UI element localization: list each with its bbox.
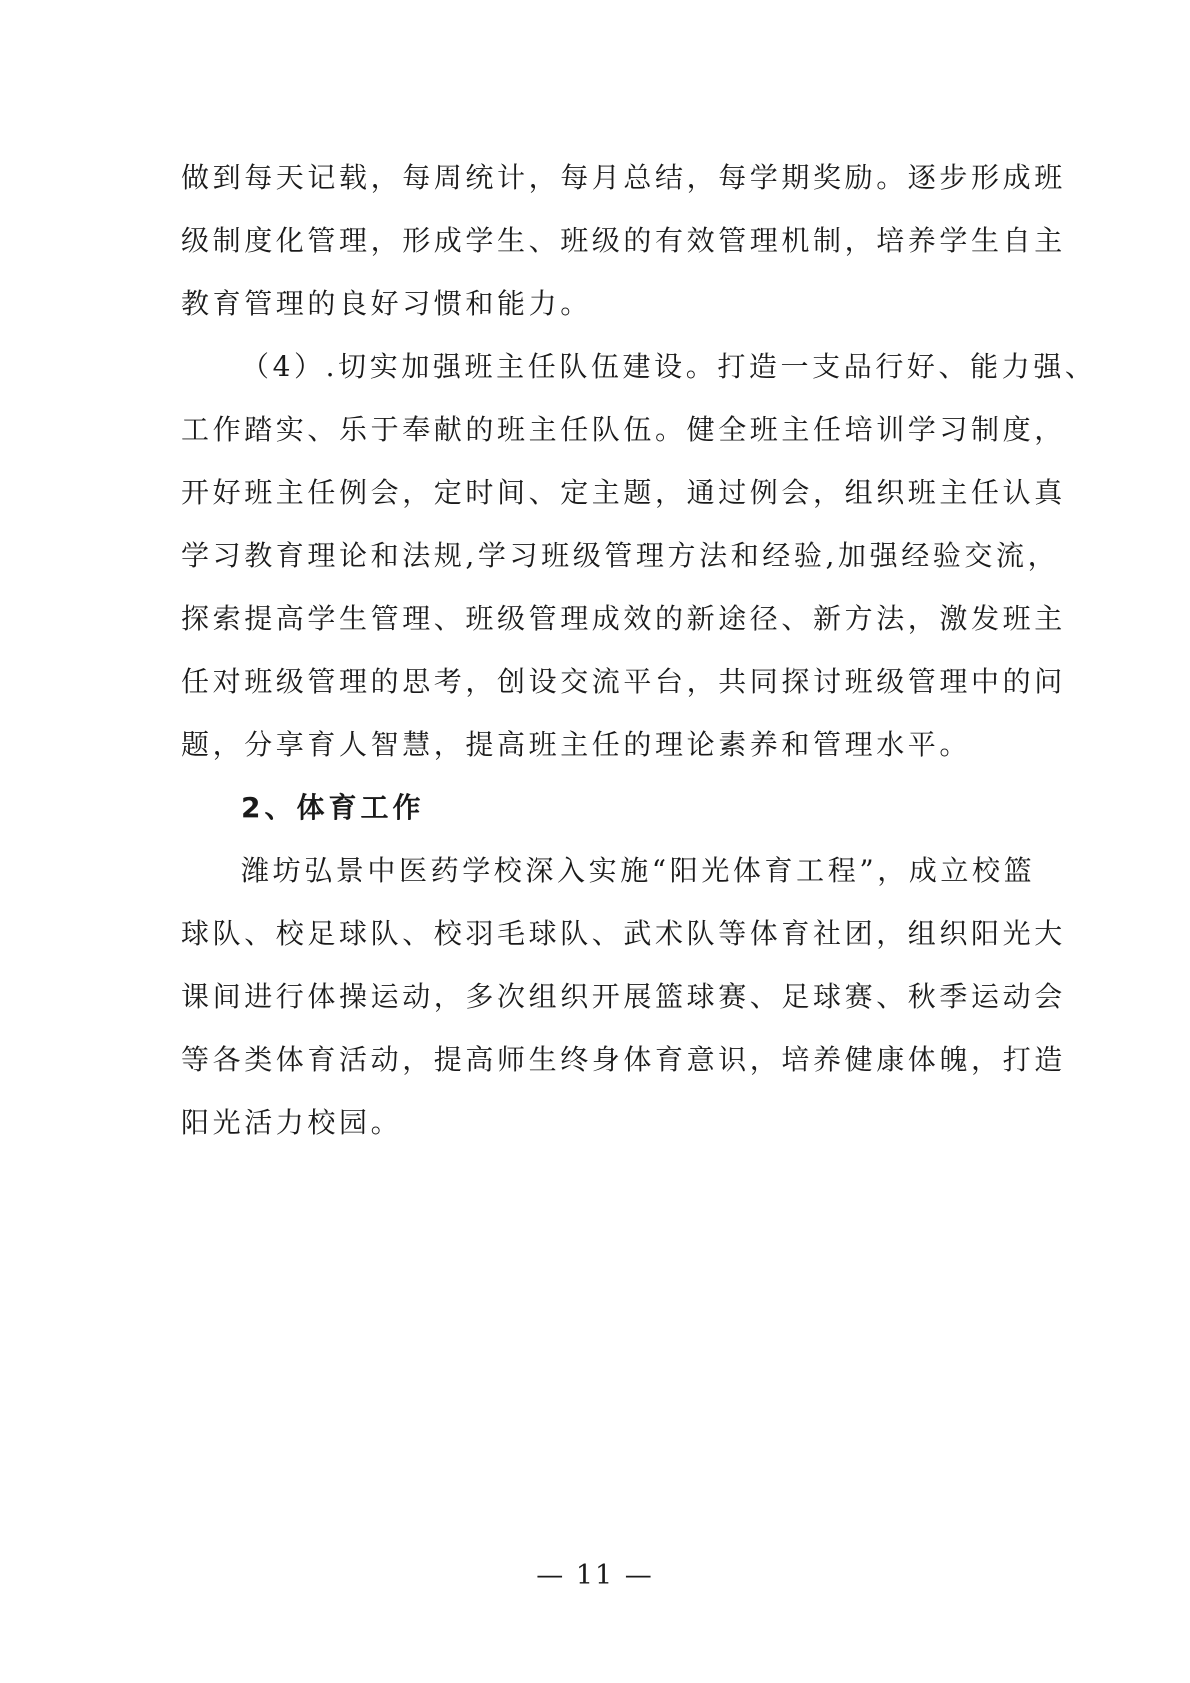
paragraph-sports	[181, 839, 1066, 1154]
text-line: 任对班级管理的思考，创设交流平台，共同探讨班级管理中的问	[181, 665, 1066, 698]
paragraph-class-management	[181, 146, 1066, 335]
text-line: 级制度化管理，形成学生、班级的有效管理机制，培养学生自主	[181, 224, 1066, 257]
text-line: 课间进行体操运动，多次组织开展篮球赛、足球赛、秋季运动会	[181, 980, 1066, 1013]
text-line: 做到每天记载，每周统计，每月总结，每学期奖励。逐步形成班	[181, 161, 1066, 194]
page-number: — 11 —	[536, 1560, 654, 1591]
text-line: 开好班主任例会，定时间、定主题，通过例会，组织班主任认真	[181, 476, 1066, 509]
text-line: 阳光活力校园。	[181, 1106, 403, 1139]
heading-sports-work: 2、体育工作	[241, 791, 425, 824]
text-line: 教育管理的良好习惯和能力。	[181, 287, 592, 320]
text-line: 等各类体育活动，提高师生终身体育意识，培养健康体魄，打造	[181, 1043, 1066, 1076]
text-line: 题，分享育人智慧，提高班主任的理论素养和管理水平。	[181, 728, 972, 761]
text-line: 工作踏实、乐于奉献的班主任队伍。健全班主任培训学习制度，	[181, 413, 1066, 446]
text-line: （4）.切实加强班主任队伍建设。打造一支品行好、能力强、	[241, 350, 1097, 383]
section-heading	[181, 776, 1013, 839]
document-body	[181, 146, 1097, 1154]
text-line: 潍坊弘景中医药学校深入实施“阳光体育工程”，成立校篮	[241, 854, 1036, 887]
text-line: 探索提高学生管理、班级管理成效的新途径、新方法，激发班主	[181, 602, 1066, 635]
text-line: 学习教育理论和法规,学习班级管理方法和经验,加强经验交流，	[181, 539, 1060, 572]
text-line: 球队、校足球队、校羽毛球队、武术队等体育社团，组织阳光大	[181, 917, 1066, 950]
paragraph-head-teacher-team	[181, 335, 1097, 776]
